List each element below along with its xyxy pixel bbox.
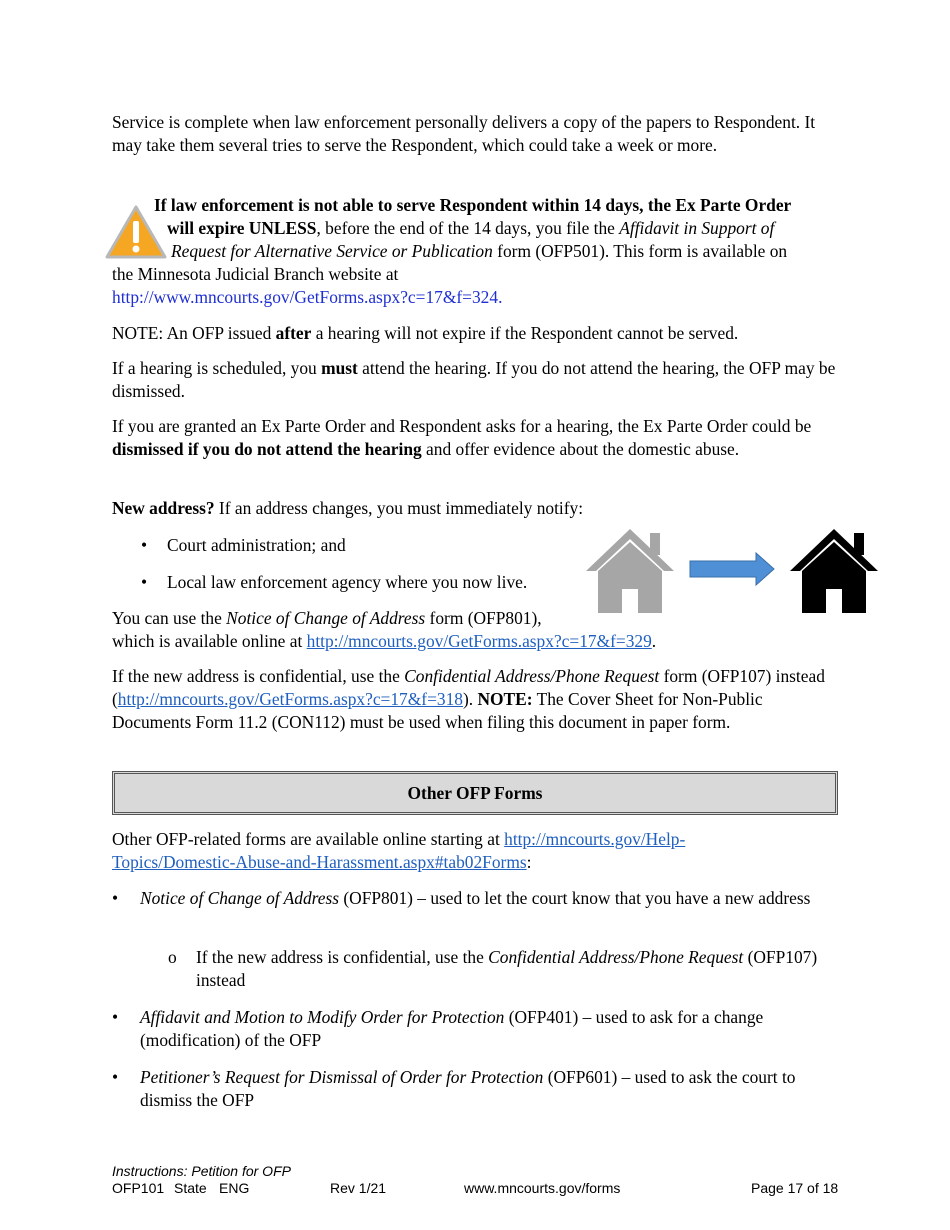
other-ofp-forms-heading: Other OFP Forms [112, 771, 838, 815]
circle-bullet-icon: o [168, 947, 177, 967]
warning-line-3: Request for Alternative Service or Publication form (OFP501). This form is available on [171, 241, 788, 261]
warning-line-5: http://www.mncourts.gov/GetForms.aspx?c=17&f=324. [112, 287, 503, 307]
list-item: • Petitioner’s Request for Dismissal of Order for Protection (OFP601) – used to ask the court to dismiss the OFP [112, 1067, 796, 1110]
bullet-icon: • [112, 888, 119, 908]
bullet-icon: • [141, 572, 148, 592]
house-black-icon [790, 529, 878, 613]
warning-line-2: will expire UNLESS, before the end of the 14 days, you file the Affidavit in Support of [167, 218, 775, 238]
warning-line-1: If law enforcement is not able to serve Respondent within 14 days, the Ex Parte Order [154, 195, 792, 215]
ofp801-link[interactable]: http://mncourts.gov/GetForms.aspx?c=17&f=329 [306, 631, 652, 651]
house-gray-icon [586, 529, 674, 613]
page-footer [112, 1163, 840, 1197]
list-sub-item: o If the new address is confidential, use the Confidential Address/Phone Request (OFP107) instead [168, 947, 818, 990]
footer-title: Instructions: Petition for OFP [112, 1163, 291, 1179]
footer-row [112, 1180, 840, 1197]
new-address-paragraph: New address? If an address changes, you must immediately notify: [112, 498, 584, 518]
service-complete-paragraph: Service is complete when law enforcement personally delivers a copy of the papers to Respondent. It may take them several tries to serve the Respondent, which could take a week or more. [112, 112, 816, 155]
ofp501-link[interactable]: http://www.mncourts.gov/GetForms.aspx?c=17&f=324 [112, 287, 499, 307]
footer-revision: Rev 1/21 [330, 1180, 387, 1196]
other-forms-intro: Other OFP-related forms are available online starting at http://mncourts.gov/Help-Topics/Domestic-Abuse-and-Harassment.aspx#tab02Forms: [112, 829, 686, 872]
footer-language: ENG [219, 1180, 250, 1196]
ex-parte-paragraph: If you are granted an Ex Parte Order and Respondent asks for a hearing, the Ex Parte Order could be dismissed if you do not attend the hearing and offer evidence about the domestic abuse. [112, 416, 812, 459]
change-address-paragraph: You can use the Notice of Change of Address form (OFP801), which is available online at http://mncourts.gov/GetForms.aspx?c=17&f=329. [112, 608, 657, 651]
notify-bullet: • Court administration; and [141, 535, 346, 555]
note-ofp-paragraph: NOTE: An OFP issued after a hearing will not expire if the Respondent cannot be served. [112, 323, 739, 343]
bullet-icon: • [112, 1067, 119, 1087]
footer-form-id: OFP101 [112, 1180, 165, 1196]
list-item: • Affidavit and Motion to Modify Order for Protection (OFP401) – used to ask for a change (modification) of the OFP [112, 1007, 764, 1050]
list-item: • Notice of Change of Address (OFP801) – used to let the court know that you have a new address [112, 888, 811, 908]
notify-bullet: • Local law enforcement agency where you now live. [141, 572, 528, 592]
bullet-icon: • [141, 535, 148, 555]
footer-scope: State [174, 1180, 207, 1196]
footer-page-number: Page 17 of 18 [751, 1180, 839, 1196]
arrow-right-icon [690, 553, 774, 585]
bullet-icon: • [112, 1007, 119, 1027]
warning-line-4: the Minnesota Judicial Branch website at [112, 264, 399, 284]
hearing-paragraph: If a hearing is scheduled, you must attend the hearing. If you do not attend the hearing, the OFP may be dismissed. [112, 358, 836, 401]
ofp107-link[interactable]: http://mncourts.gov/GetForms.aspx?c=17&f=318 [117, 689, 463, 709]
footer-website: www.mncourts.gov/forms [464, 1180, 621, 1196]
confidential-paragraph: If the new address is confidential, use the Confidential Address/Phone Request form (OFP107) instead (http://mncourts.gov/GetForms.aspx?c=17&f=318). NOTE: The Cover Sheet for Non-Public Documents Form 11.2 (CON112) must be used when filing this document in paper form. [112, 666, 825, 732]
help-topics-link[interactable]: http://mncourts.gov/Help-Topics/Domestic-Abuse-and-Harassment.aspx#tab02Forms [112, 829, 686, 872]
address-change-illustration [584, 525, 884, 615]
